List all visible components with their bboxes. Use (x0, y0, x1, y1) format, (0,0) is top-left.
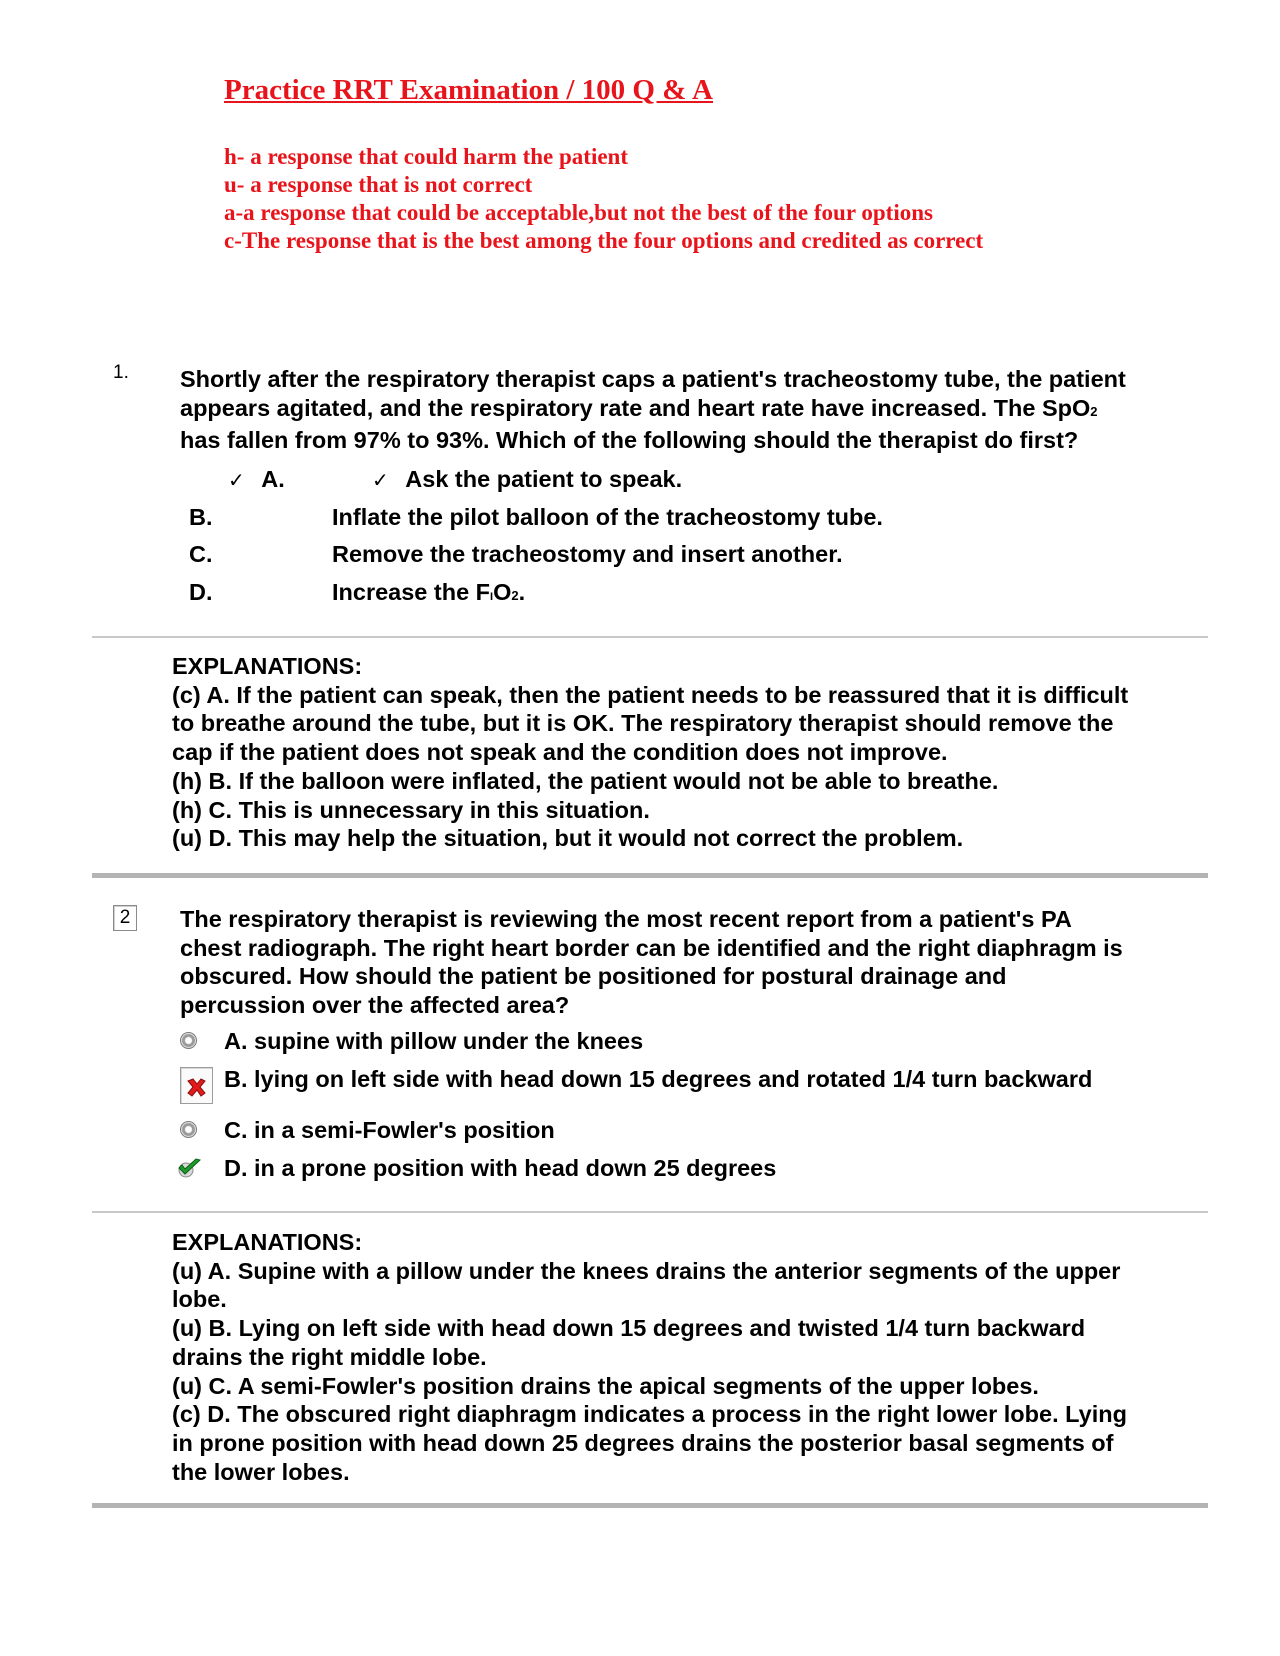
explanation-line: lobe. (172, 1286, 227, 1313)
q1-option-b-letter: B. (189, 504, 213, 530)
explanation-line: (u) B. Lying on left side with head down 15 degrees and twisted 1/4 turn backward (172, 1315, 1086, 1342)
correct-answer-check-icon (176, 1157, 202, 1179)
question-1-number: 1. (113, 362, 129, 383)
green-check-icon (176, 1157, 202, 1179)
q2-explanations (172, 1228, 1202, 1486)
wrong-answer-x-icon[interactable] (180, 1067, 213, 1104)
explanation-line: to breathe around the tube, but it is OK. The respiratory therapist should remove the (172, 710, 1114, 737)
q1-option-c-letter: C. (189, 541, 213, 567)
section-divider (92, 873, 1208, 878)
question-2-stem (180, 905, 1190, 1019)
radio-unselected-icon[interactable] (180, 1032, 197, 1049)
q1-stem-line-2 (180, 394, 1190, 427)
q1-option-d-sub-i: I (490, 591, 494, 603)
question-2-number-box: 2 (113, 905, 137, 931)
divider (92, 1211, 1208, 1213)
q2-option-b[interactable]: B. lying on left side with head down 15 degrees and rotated 1/4 turn backward (224, 1066, 1093, 1092)
legend-line-u: u- a response that is not correct (224, 172, 533, 197)
divider (92, 636, 1208, 638)
explanation-line: (u) C. A semi-Fowler's position drains the apical segments of the upper lobes. (172, 1372, 1039, 1399)
q1-stem-line-3: has fallen from 97% to 93%. Which of the following should the therapist do first? (180, 427, 1079, 453)
explanation-line: drains the right middle lobe. (172, 1343, 487, 1370)
q2-stem-line: percussion over the affected area? (180, 991, 570, 1018)
explanation-line: (c) A. If the patient can speak, then the patient needs to be reassured that it is difficult (172, 681, 1129, 708)
question-1-stem (180, 365, 1190, 455)
q1-option-d-letter: D. (189, 579, 213, 605)
q1-stem-subscript: 2 (1090, 403, 1098, 419)
legend-line-a: a-a response that could be acceptable,but not the best of the four options (224, 200, 933, 225)
q1-explanations (172, 652, 1202, 853)
page-title: Practice RRT Examination / 100 Q & A (224, 74, 713, 106)
q2-option-c[interactable]: C. in a semi-Fowler's position (224, 1117, 555, 1143)
check-mark-icon: ✓ (372, 470, 389, 492)
q1-stem-line-1: Shortly after the respiratory therapist caps a patient's tracheostomy tube, the patient (180, 366, 1126, 392)
explanation-line: in prone position with head down 25 degrees drains the posterior basal segments of (172, 1429, 1114, 1456)
q1-option-b-text[interactable]: Inflate the pilot balloon of the tracheostomy tube. (332, 504, 883, 530)
explanation-line: (h) B. If the balloon were inflated, the patient would not be able to breathe. (172, 767, 999, 794)
explanation-line: (c) D. The obscured right diaphragm indicates a process in the right lower lobe. Lying (172, 1401, 1127, 1428)
explanation-line: cap if the patient does not speak and the condition does not improve. (172, 739, 948, 766)
q1-option-d-period: . (518, 579, 526, 605)
q1-option-a-text[interactable] (372, 466, 682, 493)
explanation-line: (h) C. This is unnecessary in this situation. (172, 796, 650, 823)
red-x-icon (181, 1068, 212, 1103)
q1-option-c-text[interactable]: Remove the tracheostomy and insert another. (332, 541, 843, 567)
explanation-line: the lower lobes. (172, 1458, 350, 1485)
q1-option-d-o: O (493, 579, 512, 605)
q1-option-d-text[interactable] (332, 579, 525, 606)
radio-unselected-icon[interactable] (180, 1121, 197, 1138)
q2-stem-line: obscured. How should the patient be positioned for postural drainage and (180, 963, 1007, 989)
explanations-heading: EXPLANATIONS: (172, 1229, 363, 1255)
q1-option-a-letter-text: A. (261, 466, 285, 492)
explanation-line: (u) A. Supine with a pillow under the knees drains the anterior segments of the upper (172, 1257, 1121, 1284)
q2-stem-line: The respiratory therapist is reviewing the most recent report from a patient's PA (180, 906, 1072, 932)
legend-line-c: c-The response that is the best among the four options and credited as correct (224, 228, 984, 253)
check-mark-icon: ✓ (228, 470, 245, 492)
q1-option-a-letter[interactable] (228, 466, 285, 493)
q1-option-a-label: Ask the patient to speak. (405, 466, 683, 492)
q2-option-d[interactable]: D. in a prone position with head down 25 degrees (224, 1155, 777, 1181)
q2-stem-line: chest radiograph. The right heart border can be identified and the right diaphragm is (180, 934, 1123, 961)
q1-stem-line-2-text: appears agitated, and the respiratory rate and heart rate have increased. The SpO (180, 394, 1091, 421)
q1-option-d-sub-2: 2 (511, 588, 519, 603)
legend-line-h: h- a response that could harm the patient (224, 144, 629, 169)
explanations-heading: EXPLANATIONS: (172, 653, 363, 679)
section-divider (92, 1503, 1208, 1508)
q1-option-d-label: Increase the F (332, 579, 491, 605)
explanation-line: (u) D. This may help the situation, but it would not correct the problem. (172, 825, 964, 852)
answer-key-legend (224, 143, 983, 255)
q2-option-a[interactable]: A. supine with pillow under the knees (224, 1028, 644, 1054)
